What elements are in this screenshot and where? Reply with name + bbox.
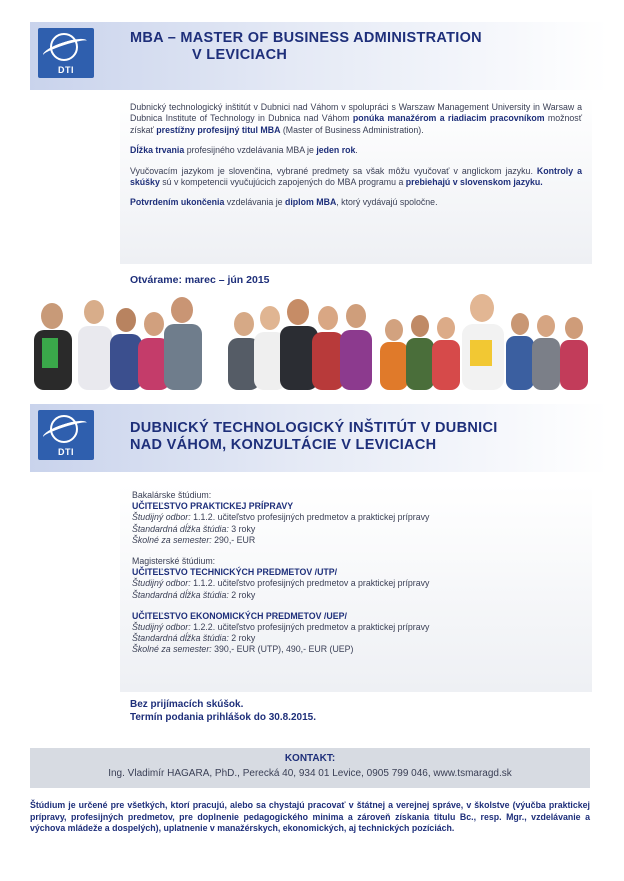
student-group-right <box>380 294 588 390</box>
deadline-note: Termín podania prihlášok do 30.8.2015. <box>130 712 316 723</box>
dti-title-line1: DUBNICKÝ TECHNOLOGICKÝ INŠTITÚT V DUBNICI <box>130 420 498 436</box>
value: 3 roky <box>228 523 256 534</box>
program-fee <box>132 535 582 546</box>
highlight: Dĺžka trvania <box>130 145 185 156</box>
mba-paragraph-2 <box>130 145 582 156</box>
highlight: Potvrdením ukončenia <box>130 197 225 208</box>
mba-paragraph-3 <box>130 166 582 189</box>
mba-title-line2: V LEVICIACH <box>192 47 288 63</box>
mba-paragraph-1 <box>130 102 582 136</box>
program-name: UČITEĽSTVO TECHNICKÝCH PREDMETOV /UTP/ <box>132 567 338 578</box>
dti-logo <box>38 410 94 460</box>
program-master-utp <box>132 556 582 601</box>
opening-date: Otvárame: marec – jún 2015 <box>130 274 270 286</box>
program-bachelor <box>132 490 582 546</box>
highlight: ponúka manažérom a riadiacim pracovníkom <box>352 113 545 124</box>
program-length <box>132 524 582 535</box>
program-field <box>132 512 582 523</box>
dti-header-banner <box>30 404 608 472</box>
programs-panel <box>120 484 592 692</box>
program-length <box>132 590 582 601</box>
contact-box <box>30 748 590 788</box>
highlight: Kontroly a skúšky <box>130 165 583 188</box>
highlight: prebiehajú v slovenskom jazyku. <box>405 177 543 188</box>
student-group-middle <box>228 299 372 390</box>
label: Štandardná dĺžka štúdia: <box>132 633 229 644</box>
student-group-left <box>34 297 202 390</box>
program-level: Bakalárske štúdium: <box>132 490 212 500</box>
highlight: prestížny profesijný titul MBA <box>156 124 281 135</box>
label: Študijný odbor: <box>132 512 191 523</box>
mba-description-panel <box>120 96 592 264</box>
program-name: UČITEĽSTVO PRAKTICKEJ PRÍPRAVY <box>132 501 294 512</box>
contact-details: Ing. Vladimír HAGARA, PhD., Perecká 40, 934 01 Levice, 0905 799 046, www.tsmaragd.sk <box>108 768 512 779</box>
text: Vyučovacím jazykom je slovenčina, vybrané predmety sa však môžu vyučovať v anglickom jazyku. <box>130 165 537 176</box>
mba-title-line1: MBA – MASTER OF BUSINESS ADMINISTRATION <box>130 30 482 46</box>
no-exams-note: Bez prijímacích skúšok. <box>130 699 244 710</box>
mba-title <box>130 30 482 64</box>
label: Študijný odbor: <box>132 578 191 589</box>
admission-notes <box>130 698 316 724</box>
text: sú v kompetencii vyučujúcich zapojených do MBA programu a <box>159 177 406 188</box>
program-fee <box>132 644 582 655</box>
dti-logo <box>38 28 94 78</box>
text: profesijného vzdelávania MBA je <box>184 145 317 156</box>
value: 2 roky <box>228 589 256 600</box>
highlight: jeden rok <box>316 145 356 156</box>
label: Študijný odbor: <box>132 622 191 633</box>
logo-text: DTI <box>58 65 74 75</box>
label: Školné za semester: <box>132 534 212 545</box>
value: 390,- EUR (UTP), 490,- EUR (UEP) <box>211 644 354 655</box>
text: vzdelávania je <box>224 197 285 208</box>
mba-header-banner <box>30 22 608 90</box>
dti-title-line2: NAD VÁHOM, KONZULTÁCIE V LEVICIACH <box>130 437 437 453</box>
program-level: Magisterské štúdium: <box>132 556 216 567</box>
value: 2 roky <box>228 633 256 644</box>
logo-text: DTI <box>58 447 74 457</box>
text: Dubnický technologický inštitút v Dubnici nad Váhom v spolupráci s Warszaw Management University in Warsaw a Dubnica Institute of Technology in Dubnica nad Váhom <box>130 102 582 124</box>
program-field <box>132 622 582 633</box>
footer-text: Štúdium je určené pre všetkých, ktorí pracujú, alebo sa chystajú pracovať v štátnej a verejnej správe, v školstve (výučba praktickej prípravy, profesijných predmetov, pre doplnenie pedagogického minima a zároveň získania titulu Bc., resp. Mgr., vzdelávanie a výchova mládeže a dospelých), uplatnenie v manažérskych, ekonomických, aj technických pozíciách. <box>30 800 590 834</box>
program-master-uep <box>132 611 582 656</box>
program-name: UČITEĽSTVO EKONOMICKÝCH PREDMETOV /UEP/ <box>132 610 347 621</box>
program-field <box>132 578 582 589</box>
label: Štandardná dĺžka štúdia: <box>132 523 229 534</box>
value: 1.1.2. učiteľstvo profesijných predmetov a praktickej prípravy <box>190 512 430 523</box>
program-length <box>132 633 582 644</box>
value: 1.1.2. učiteľstvo profesijných predmetov a praktickej prípravy <box>190 578 430 589</box>
label: Štandardná dĺžka štúdia: <box>132 589 229 600</box>
value: 1.2.2. učiteľstvo profesijných predmetov a praktickej prípravy <box>190 622 430 633</box>
text: , ktorý vydávajú spoločne. <box>336 197 438 208</box>
value: 290,- EUR <box>211 534 256 545</box>
label: Školné za semester: <box>132 644 212 655</box>
text: možnosť získať <box>130 113 583 135</box>
mba-paragraph-4 <box>130 197 582 208</box>
contact-title: KONTAKT: <box>284 753 336 764</box>
dti-title <box>130 420 498 454</box>
students-photo <box>22 290 608 390</box>
highlight: diplom MBA <box>284 197 337 208</box>
text: . <box>355 145 358 156</box>
text: (Master of Business Administration). <box>280 124 424 135</box>
